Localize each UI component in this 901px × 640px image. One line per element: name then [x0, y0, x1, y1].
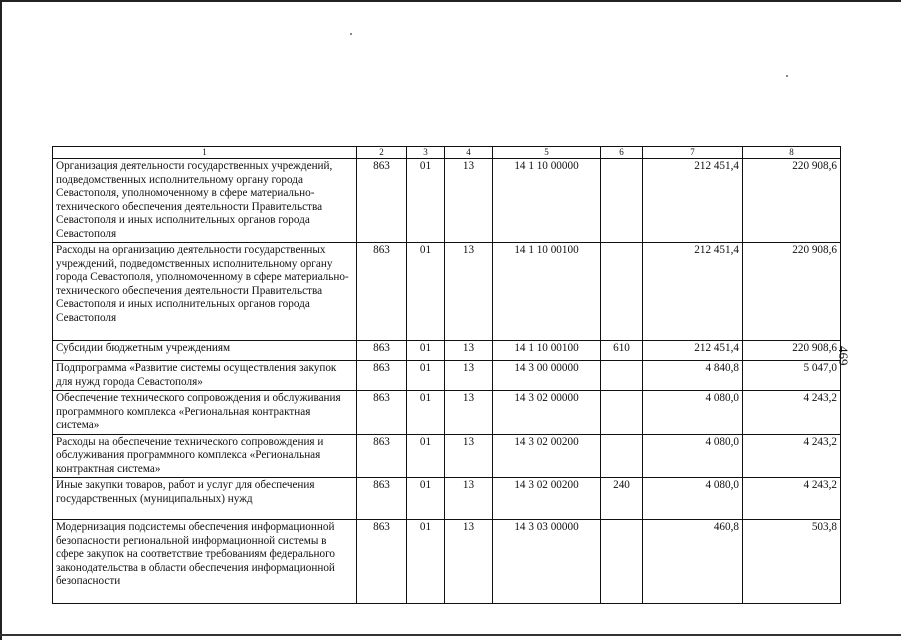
cell-target-article: 14 3 00 00000 — [493, 361, 601, 391]
cell-subsection: 13 — [445, 434, 493, 478]
row-name: Расходы на обеспечение технического сопровождения и обслуживания программного комплекса «Региональная контрактная система» — [53, 434, 357, 478]
cell-amount-year1: 4 840,8 — [643, 361, 743, 391]
cell-amount-year2: 4 243,2 — [743, 434, 841, 478]
table-row — [53, 243, 841, 341]
column-header: 3 — [407, 147, 445, 159]
row-name: Иные закупки товаров, работ и услуг для обеспечения государственных (муниципальных) нужд — [53, 478, 357, 520]
cell-amount-year1: 4 080,0 — [643, 391, 743, 435]
cell-expense-type — [601, 520, 643, 604]
column-header: 6 — [601, 147, 643, 159]
cell-section: 01 — [407, 520, 445, 604]
cell-amount-year1: 212 451,4 — [643, 243, 743, 341]
cell-amount-year1: 4 080,0 — [643, 434, 743, 478]
cell-expense-type — [601, 434, 643, 478]
table-row — [53, 341, 841, 361]
cell-section: 01 — [407, 159, 445, 243]
cell-admin-code: 863 — [357, 520, 407, 604]
cell-target-article: 14 3 02 00200 — [493, 434, 601, 478]
cell-admin-code: 863 — [357, 361, 407, 391]
cell-expense-type: 240 — [601, 478, 643, 520]
cell-subsection: 13 — [445, 520, 493, 604]
column-header: 7 — [643, 147, 743, 159]
cell-subsection: 13 — [445, 361, 493, 391]
cell-amount-year2: 5 047,0 — [743, 361, 841, 391]
cell-amount-year2: 4 243,2 — [743, 391, 841, 435]
row-name: Расходы на организацию деятельности государственных учреждений, подведомственных исполнительному органу города Севастополя, уполномоченному в сфере материально-технического обеспечения деятельности Правительства Севастополя и иных исполнительных органов города Севастополя — [53, 243, 357, 341]
cell-amount-year2: 220 908,6 — [743, 341, 841, 361]
cell-amount-year2: 503,8 — [743, 520, 841, 604]
cell-section: 01 — [407, 391, 445, 435]
cell-admin-code: 863 — [357, 243, 407, 341]
column-header: 1 — [53, 147, 357, 159]
cell-admin-code: 863 — [357, 434, 407, 478]
cell-amount-year1: 4 080,0 — [643, 478, 743, 520]
scan-border-bottom — [0, 634, 901, 636]
row-name: Организация деятельности государственных учреждений, подведомственных исполнительному органу города Севастополя, уполномоченному в сфере материально-технического обеспечения деятельности Правительства Севастополя и иных исполнительных органов города Севастополя — [53, 159, 357, 243]
row-name: Модернизация подсистемы обеспечения информационной безопасности региональной информационной системы в сфере закупок на соответствие требованиям федерального законодательства в области обеспечения информационной безопасности — [53, 520, 357, 604]
cell-admin-code: 863 — [357, 159, 407, 243]
column-header: 2 — [357, 147, 407, 159]
page-number: 469 — [836, 346, 851, 366]
column-header: 4 — [445, 147, 493, 159]
cell-amount-year1: 460,8 — [643, 520, 743, 604]
cell-amount-year2: 220 908,6 — [743, 159, 841, 243]
column-header: 8 — [743, 147, 841, 159]
table-row — [53, 159, 841, 243]
table-row — [53, 520, 841, 604]
cell-target-article: 14 1 10 00100 — [493, 341, 601, 361]
cell-section: 01 — [407, 341, 445, 361]
cell-expense-type — [601, 159, 643, 243]
row-name: Обеспечение технического сопровождения и обслуживания программного комплекса «Региональная контрактная система» — [53, 391, 357, 435]
cell-amount-year2: 220 908,6 — [743, 243, 841, 341]
cell-subsection: 13 — [445, 159, 493, 243]
table-row — [53, 434, 841, 478]
cell-subsection: 13 — [445, 478, 493, 520]
cell-amount-year1: 212 451,4 — [643, 159, 743, 243]
table-row — [53, 391, 841, 435]
cell-admin-code: 863 — [357, 391, 407, 435]
scan-border-left — [0, 0, 2, 640]
cell-admin-code: 863 — [357, 478, 407, 520]
cell-target-article: 14 1 10 00100 — [493, 243, 601, 341]
cell-section: 01 — [407, 361, 445, 391]
cell-expense-type: 610 — [601, 341, 643, 361]
scan-border-top — [0, 0, 901, 2]
cell-target-article: 14 3 02 00000 — [493, 391, 601, 435]
cell-target-article: 14 3 02 00200 — [493, 478, 601, 520]
cell-section: 01 — [407, 243, 445, 341]
scan-speck — [786, 75, 788, 77]
cell-expense-type — [601, 361, 643, 391]
table-row — [53, 361, 841, 391]
cell-amount-year2: 4 243,2 — [743, 478, 841, 520]
row-name: Подпрограмма «Развитие системы осуществления закупок для нужд города Севастополя» — [53, 361, 357, 391]
scan-speck — [350, 33, 352, 35]
budget-table — [52, 146, 841, 604]
cell-section: 01 — [407, 434, 445, 478]
cell-expense-type — [601, 243, 643, 341]
table-row — [53, 478, 841, 520]
row-name: Субсидии бюджетным учреждениям — [53, 341, 357, 361]
cell-subsection: 13 — [445, 243, 493, 341]
cell-expense-type — [601, 391, 643, 435]
table-header-row — [53, 147, 841, 159]
cell-target-article: 14 3 03 00000 — [493, 520, 601, 604]
cell-section: 01 — [407, 478, 445, 520]
cell-subsection: 13 — [445, 391, 493, 435]
cell-amount-year1: 212 451,4 — [643, 341, 743, 361]
cell-admin-code: 863 — [357, 341, 407, 361]
cell-target-article: 14 1 10 00000 — [493, 159, 601, 243]
cell-subsection: 13 — [445, 341, 493, 361]
column-header: 5 — [493, 147, 601, 159]
